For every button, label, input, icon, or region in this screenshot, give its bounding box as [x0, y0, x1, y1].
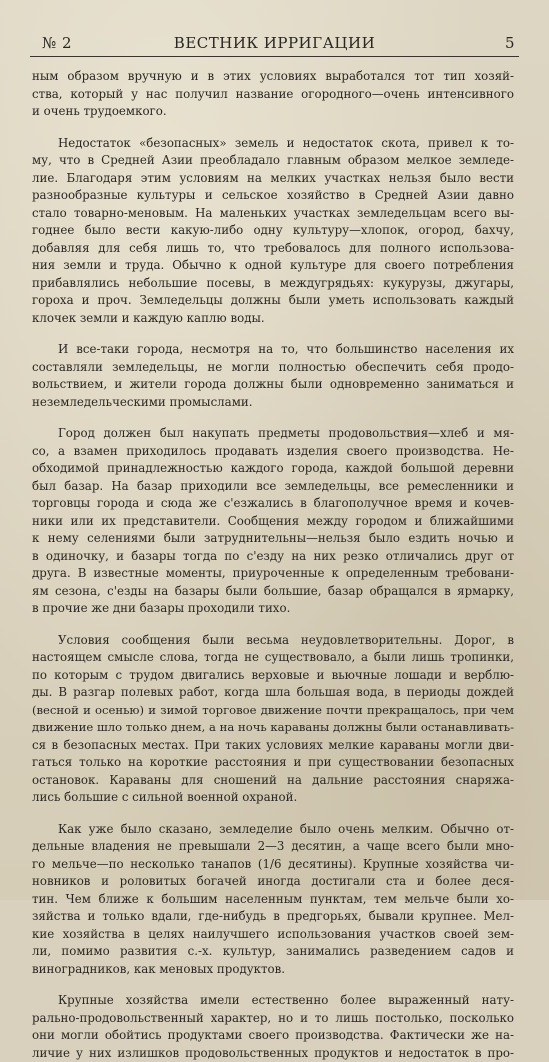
paragraph — [32, 632, 514, 807]
text-line: личие у них излишков продовольственных продуктов и недостаток в про- — [32, 1045, 514, 1062]
text-line: движение шло только днем, а на ночь караваны должны были останавливать- — [32, 719, 514, 737]
text-line: ли, помимо развития с.-х. культур, занимались разведением садов и — [32, 943, 514, 961]
text-line: в одиночку, и базары тогда по с'езду на них резко отличались друг от — [32, 548, 514, 566]
text-line: стало товарно-меновым. На маленьких участках земледельцам всего вы- — [32, 205, 514, 223]
text-line: рально-продовольственный характер, но и то лишь постолько, посколько — [32, 1010, 514, 1028]
text-line: И все-таки города, несмотря на то, что большинство населения их — [32, 341, 514, 359]
text-line: Условия сообщения были весьма неудовлетворительны. Дорог, в — [32, 632, 514, 650]
text-line: кие хозяйства в целях наилучшего использования участков своей зем- — [32, 926, 514, 944]
text-line: ям сезона, с'езды на базары были большие, базар обращался в ярмарку, — [32, 583, 514, 601]
text-line: со, а взамен приходилось продавать изделия своего производства. Не- — [32, 443, 514, 461]
text-line: лие. Благодаря этим условиям на мелких участках нельзя было вести — [32, 170, 514, 188]
text-line: Город должен был накупать предметы продовольствия—хлеб и мя- — [32, 425, 514, 443]
paragraph — [32, 821, 514, 979]
paragraph — [32, 135, 514, 328]
text-line: ды. В разгар полевых работ, когда шла большая вода, в периоды дождей — [32, 684, 514, 702]
text-line: го мельче—по несколько танапов (1/6 десятины). Крупные хозяйства чи- — [32, 856, 514, 874]
text-line: Недостаток «безопасных» земель и недостаток скота, привел к то- — [32, 135, 514, 153]
text-line: остановок. Караваны для сношений на дальние расстояния снаряжа- — [32, 772, 514, 790]
text-line: составляли земледельцы, не могли полностью обеспечить себя продо- — [32, 359, 514, 377]
text-line: в прочие же дни базары проходили тихо. — [32, 600, 514, 618]
paragraph — [32, 68, 514, 121]
text-line: му, что в Средней Азии преобладало главным образом мелкое земледе- — [32, 152, 514, 170]
text-line: разнообразные культуры и сельское хозяйство в Средней Азии давно — [32, 187, 514, 205]
issue-number: № 2 — [42, 34, 72, 52]
text-line: (весной и осенью) и зимой торговое движение почти прекращалось, при чем — [32, 702, 514, 720]
paragraph — [32, 992, 514, 1062]
text-line: гаться только на короткие расстояния и при существовании безопасных — [32, 754, 514, 772]
paragraph — [32, 425, 514, 618]
text-line: ники или их представители. Сообщения между городом и ближайшими — [32, 513, 514, 531]
text-line: обходимой принадлежностью каждого города, каждой большой деревни — [32, 460, 514, 478]
text-line: ства, который у нас получил название огородного—очень интенсивного — [32, 86, 514, 104]
paragraph-gap — [32, 411, 514, 425]
text-line: прибавлялись небольшие посевы, в междугрядьях: кукурузы, джугары, — [32, 275, 514, 293]
paragraph-gap — [32, 121, 514, 135]
text-line: к нему селениями были затруднительны—нельзя было ездить ночью и — [32, 530, 514, 548]
text-line: новников и роловитых богачей иногда достигали ста и более деся- — [32, 873, 514, 891]
journal-title: ВЕСТНИК ИРРИГАЦИИ — [30, 34, 519, 52]
text-line: неземледельческими промыслами. — [32, 394, 514, 412]
text-line: вольствием, и жители города должны были одновременно заниматься и — [32, 376, 514, 394]
text-line: был базар. На базар приходили все земледельцы, все ремесленники и — [32, 478, 514, 496]
text-line: виноградников, как меновых продуктов. — [32, 961, 514, 979]
article-body — [32, 68, 514, 1062]
text-line: по которым с трудом двигались верховые и вьючные лошади и верблю- — [32, 667, 514, 685]
paragraph-gap — [32, 978, 514, 992]
text-line: Как уже было сказано, земледелие было очень мелким. Обычно от- — [32, 821, 514, 839]
paragraph-gap — [32, 807, 514, 821]
text-line: ния земли и труда. Обычно к одной культуре для своего потребления — [32, 257, 514, 275]
text-line: зяйства и только вдали, где-нибудь в предгорьях, бывали крупнее. Мел- — [32, 908, 514, 926]
paragraph — [32, 341, 514, 411]
text-line: лись большие с сильной военной охраной. — [32, 789, 514, 807]
text-line: тин. Чем ближе к большим населенным пунктам, тем мельче были хо- — [32, 891, 514, 909]
page-header — [30, 32, 519, 57]
text-line: они могли обойтись продуктами своего производства. Фактически же на- — [32, 1027, 514, 1045]
text-line: Крупные хозяйства имели естественно более выраженный нату- — [32, 992, 514, 1010]
text-line: дельные владения не превышали 2—3 десятин, а чаще всего были мно- — [32, 838, 514, 856]
text-line: торговцы города и сюда же с'езжались в благополучное время и кочев- — [32, 495, 514, 513]
text-line: и очень трудоемкого. — [32, 103, 514, 121]
text-line: ся в безопасных местах. При таких условиях мелкие караваны могли дви- — [32, 737, 514, 755]
text-line: годнее было вести какую-либо одну культуру—хлопок, огород, бахчу, — [32, 222, 514, 240]
text-line: клочек земли и каждую каплю воды. — [32, 310, 514, 328]
paragraph-gap — [32, 618, 514, 632]
page-number: 5 — [505, 34, 515, 52]
text-line: ным образом вручную и в этих условиях выработался тот тип хозяй- — [32, 68, 514, 86]
text-line: гороха и проч. Земледельцы должны были уметь использовать каждый — [32, 292, 514, 310]
paragraph-gap — [32, 327, 514, 341]
text-line: друга. В известные моменты, приуроченные к определенным требовани- — [32, 565, 514, 583]
text-line: добавляя для себя лишь то, что требовалось для полного использова- — [32, 240, 514, 258]
text-line: настоящем смысле слова, тогда не существовало, а были лишь тропинки, — [32, 649, 514, 667]
